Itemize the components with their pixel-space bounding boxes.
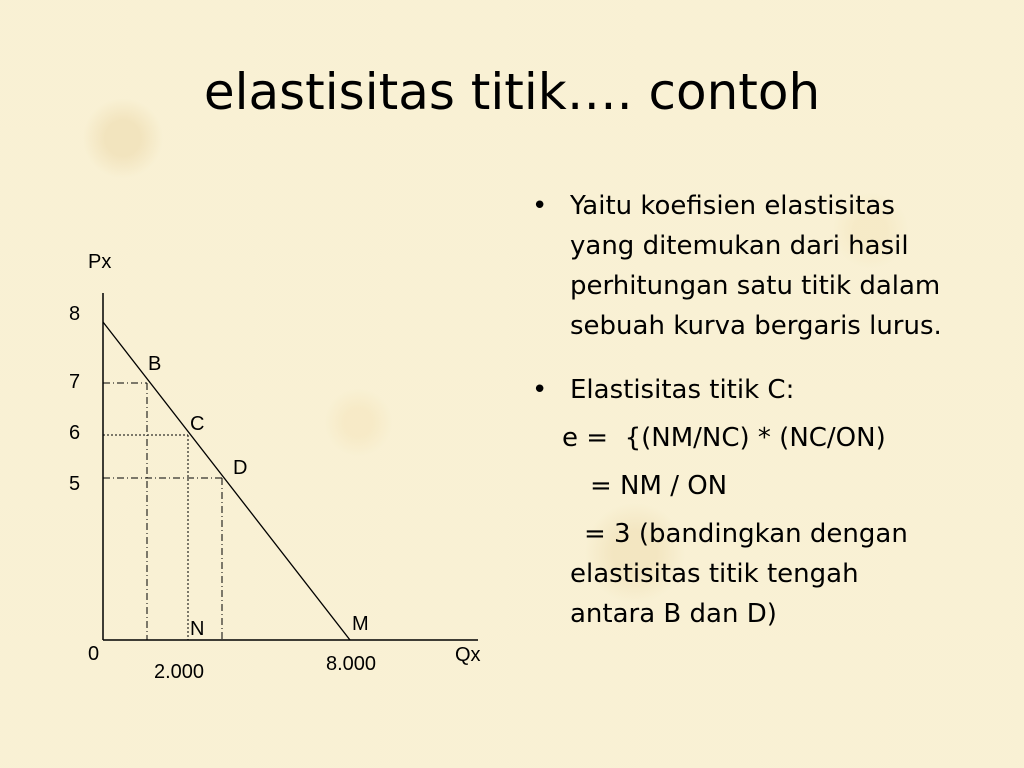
- equation-line-1: e = {(NM/NC) * (NC/ON): [562, 423, 886, 453]
- point-label-m: M: [352, 613, 369, 635]
- x-tick-label: 8.000: [326, 653, 377, 675]
- bullet-marker: •: [532, 375, 548, 405]
- equation-continuation: elastisitas titik tengah: [570, 559, 859, 589]
- demand-line: [103, 322, 350, 640]
- point-label-d: D: [233, 457, 248, 479]
- definition-line: perhitungan satu titik dalam: [570, 271, 941, 301]
- y-tick-label: 8: [69, 303, 81, 325]
- equation-line-3: = 3 (bandingkan dengan: [584, 519, 908, 549]
- definition-line: sebuah kurva bergaris lurus.: [570, 311, 942, 341]
- y-axis-label: Px: [88, 251, 112, 273]
- point-label-b: B: [148, 353, 162, 375]
- definition-line: yang ditemukan dari hasil: [570, 231, 909, 261]
- x-tick-label: 2.000: [154, 661, 205, 683]
- equation-line-2: = NM / ON: [590, 471, 728, 501]
- bullet-marker: •: [532, 191, 548, 221]
- bullet-definition: [528, 186, 998, 346]
- equation-continuation: antara B dan D): [570, 599, 777, 629]
- bullet-list: [528, 186, 998, 634]
- y-tick-label: 6: [69, 422, 81, 444]
- definition-line: Yaitu koefisien elastisitas: [570, 191, 895, 221]
- y-tick-label: 5: [69, 473, 81, 495]
- calculation-heading: Elastisitas titik C:: [570, 375, 795, 405]
- point-label-c: C: [190, 413, 205, 435]
- point-label-n: N: [190, 618, 205, 640]
- x-axis-label: Qx: [455, 644, 481, 666]
- bullet-calculation: [528, 370, 998, 634]
- y-tick-label: 7: [69, 371, 81, 393]
- origin-label: 0: [88, 643, 100, 665]
- slide-title: elastisitas titik…. contoh: [203, 63, 821, 121]
